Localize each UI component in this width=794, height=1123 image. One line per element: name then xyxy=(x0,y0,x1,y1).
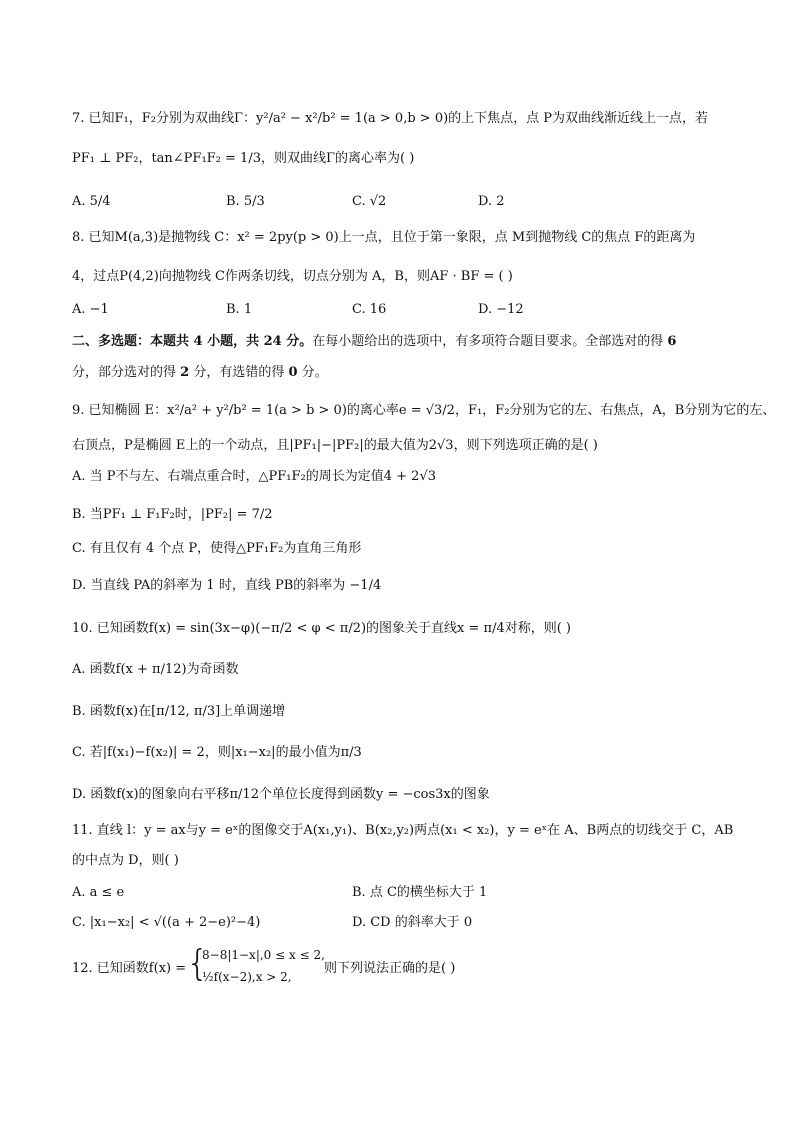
q8-line2: 4，过点P(4,2)向抛物线 C作两条切线，切点分别为 A，B，则AF · BF = ( ) xyxy=(72,269,513,284)
q11-line2: 的中点为 D，则( ) xyxy=(72,853,179,868)
q7-option-c: C. √2 xyxy=(352,194,387,209)
q8-option-d: D. −12 xyxy=(478,302,524,317)
q10-option-a: A. 函数f(x + π/12)为奇函数 xyxy=(72,662,239,677)
q11-option-c: C. |x₁−x₂| < √((a + 2−e)²−4) xyxy=(72,915,261,930)
q11-option-b: B. 点 C的横坐标大于 1 xyxy=(352,885,488,900)
q7-line2: PF₁ ⊥ PF₂，tan∠PF₁F₂ = 1/3，则双曲线Γ的离心率为( ) xyxy=(72,151,415,166)
q9-option-d: D. 当直线 PA的斜率为 1 时，直线 PB的斜率为 −1/4 xyxy=(72,578,382,593)
section2-line2: 分，部分选对的得 2 分，有选错的得 0 分。 xyxy=(72,365,328,380)
q12-case1: 8−8|1−x|,0 ≤ x ≤ 2, xyxy=(202,948,325,962)
q7-option-d: D. 2 xyxy=(478,194,505,209)
q9-line1: 9. 已知椭圆 E：x²/a² + y²/b² = 1(a > b > 0)的离心率e = √3/2，F₁，F₂分别为它的左、右焦点，A，B分别为它的左、 xyxy=(72,403,776,418)
section2-line1: 二、多选题：本题共 4 小题，共 24 分。在每小题给出的选项中，有多项符合题目要求。全部选对的得 6 xyxy=(72,334,677,349)
q11-option-d: D. CD 的斜率大于 0 xyxy=(352,915,473,930)
q10-option-b: B. 函数f(x)在[π/12, π/3]上单调递增 xyxy=(72,704,286,719)
q8-option-c: C. 16 xyxy=(352,302,387,317)
q8-option-a: A. −1 xyxy=(72,302,109,317)
q11-option-a: A. a ≤ e xyxy=(72,885,125,900)
q11-line1: 11. 直线 l：y = ax与y = eˣ的图像交于A(x₁,y₁)、B(x₂,y₂)两点(x₁ < x₂)，y = eˣ在 A、B两点的切线交于 C，AB xyxy=(72,823,734,838)
q7-line1: 7. 已知F₁，F₂分别为双曲线Γ：y²/a² − x²/b² = 1(a > 0,b > 0)的上下焦点，点 P为双曲线渐近线上一点，若 xyxy=(72,111,709,126)
q12-case2: ½f(x−2),x > 2, xyxy=(202,970,292,984)
q8-line1: 8. 已知M(a,3)是抛物线 C：x² = 2py(p > 0)上一点，且位于第一象限，点 M到抛物线 C的焦点 F的距离为 xyxy=(72,230,696,245)
q9-option-c: C. 有且仅有 4 个点 P，使得△PF₁F₂为直角三角形 xyxy=(72,541,362,556)
q12-prefix: 12. 已知函数f(x) = xyxy=(72,961,187,976)
q9-option-b: B. 当PF₁ ⊥ F₁F₂时，|PF₂| = 7/2 xyxy=(72,507,273,522)
q9-option-a: A. 当 P不与左、右端点重合时，△PF₁F₂的周长为定值4 + 2√3 xyxy=(72,469,436,484)
q8-option-b: B. 1 xyxy=(226,302,253,317)
q10-line1: 10. 已知函数f(x) = sin(3x−φ)(−π/2 < φ < π/2)的图象关于直线x = π/4对称，则( ) xyxy=(72,621,571,636)
q12-brace: { xyxy=(186,943,209,984)
q12-suffix: 则下列说法正确的是( ) xyxy=(324,961,456,976)
q9-line2: 右顶点，P是椭圆 E上的一个动点，且|PF₁|−|PF₂|的最大值为2√3，则下列选项正确的是( ) xyxy=(72,438,598,453)
q7-option-b: B. 5/3 xyxy=(226,194,265,209)
q10-option-c: C. 若|f(x₁)−f(x₂)| = 2，则|x₁−x₂|的最小值为π/3 xyxy=(72,745,362,760)
q7-option-a: A. 5/4 xyxy=(72,194,111,209)
q10-option-d: D. 函数f(x)的图象向右平移π/12个单位长度得到函数y = −cos3x的图象 xyxy=(72,787,490,802)
